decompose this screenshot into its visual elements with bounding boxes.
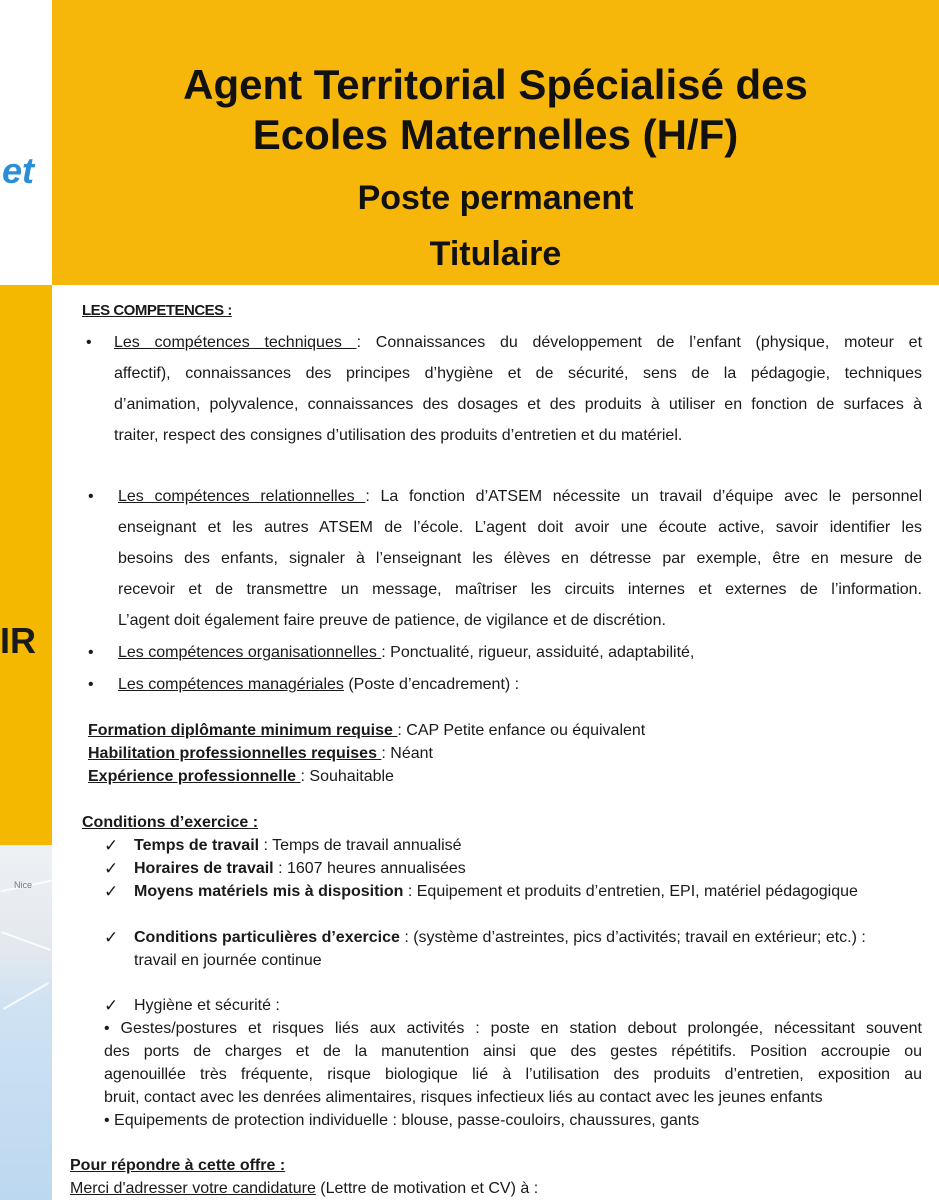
condition-value: : 1607 heures annualisées [273,860,466,877]
manageriales-label: Les compétences managériales [118,676,344,693]
check-icon: ✓ [104,882,119,901]
techniques-line-2: affectif), connaissances des principes d’hygiène et de sécurité, sens de la pédagogie, techniques [114,365,922,382]
apply-heading: Pour répondre à cette offre : [70,1157,286,1174]
bullet: • [88,676,94,693]
check-icon: ✓ [104,996,119,1015]
check-icon: ✓ [104,859,119,878]
requirement-value: : Souhaitable [300,768,394,785]
hygiene-line-1: • Gestes/postures et risques liés aux activités : poste en station debout prolongée, nécessitant souvent [104,1020,922,1037]
relationnelles-label: Les compétences relationnelles [118,488,366,505]
apply-text: (Lettre de motivation et CV) à : [315,1180,539,1197]
logo-fragment: et [2,150,35,191]
condition-label: Conditions particulières d’exercice [134,929,400,946]
hygiene-line-2: des ports de charges et de la manutention ainsi que des gestes répétitifs. Position accroupie ou [104,1043,922,1060]
side-text-fragment: IR [0,620,36,661]
relationnelles-line-3: besoins des enfants, signaler à l’enseignant les élèves en détresse par exemple, être en mesure de [118,550,922,567]
apply-label: Merci d'adresser votre candidature [70,1180,316,1197]
condition-horaires [134,858,466,880]
techniques-line-4: traiter, respect des consignes d’utilisation des produits d’entretien et du matériel. [114,427,683,444]
job-title: Agent Territorial Spécialisé des Ecoles Maternelles (H/F) [183,61,808,158]
condition-particulieres-line-2: travail en journée continue [134,952,322,969]
manageriales-line [118,674,519,696]
condition-label: Temps de travail [134,837,260,854]
map-label: Nice [14,880,33,890]
condition-value: : Equipement et produits d’entretien, EPI, matériel pédagogique [403,883,858,900]
job-contract: Titulaire [429,235,562,273]
relationnelles-line-4: recevoir et de transmettre un message, maîtriser les circuits internes et externes de l’information. [118,581,922,598]
requirement-label: Habilitation professionnelles requises [88,745,382,762]
competences-heading: LES COMPETENCES : [82,302,232,319]
check-icon: ✓ [104,928,119,947]
apply-line [70,1178,538,1200]
conditions-heading: Conditions d’exercice : [82,814,259,831]
hygiene-line-5: • Equipements de protection individuelle : blouse, passe-couloirs, chaussures, gants [104,1112,700,1129]
bullet: • [88,644,94,661]
requirement-experience [88,766,394,788]
techniques-text: : Connaissances du développement de l’enfant (physique, moteur et [356,334,923,351]
hygiene-label: Hygiène et sécurité : [134,997,280,1014]
relationnelles-line-5: L’agent doit également faire preuve de patience, de vigilance et de discrétion. [118,612,666,629]
hygiene-line-4: bruit, contact avec les denrées alimentaires, risques infectieux liés au contact avec les jeunes enfants [104,1089,823,1106]
requirement-value: : CAP Petite enfance ou équivalent [397,722,646,739]
condition-particulieres [134,927,866,949]
requirement-label: Expérience professionnelle [88,768,301,785]
techniques-line-3: d’animation, polyvalence, connaissances des dosages et des produits à utiliser en fonction de surfaces à [114,396,922,413]
requirement-value: : Néant [381,745,433,762]
hygiene-line-3: agenouillée très fréquente, risque biologique lié à l’utilisation des produits d’entretien, exposition au [104,1066,922,1083]
manageriales-text: (Poste d’encadrement) : [343,676,520,693]
relationnelles-text: : La fonction d’ATSEM nécessite un travail d’équipe avec le personnel [365,488,923,505]
job-status: Poste permanent [357,179,634,217]
condition-value: : Temps de travail annualisé [259,837,462,854]
organisationnelles-line [118,642,694,664]
condition-value: : (système d’astreintes, pics d’activités; travail en extérieur; etc.) : [399,929,866,946]
requirement-habilitation [88,743,433,765]
bullet: • [88,488,94,505]
relationnelles-line-2: enseignant et les autres ATSEM de l’école. L’agent doit avoir une écoute active, savoir identifier les [118,519,922,536]
condition-temps [134,835,462,857]
techniques-line-1 [114,332,922,354]
relationnelles-line-1 [118,486,922,508]
condition-moyens [134,881,858,903]
condition-label: Moyens matériels mis à disposition [134,883,404,900]
techniques-label: Les compétences techniques [114,334,357,351]
organisationnelles-text: : Ponctualité, rigueur, assiduité, adaptabilité, [381,644,695,661]
condition-label: Horaires de travail [134,860,274,877]
check-icon: ✓ [104,836,119,855]
bullet: • [86,334,92,351]
organisationnelles-label: Les compétences organisationnelles [118,644,382,661]
requirement-label: Formation diplômante minimum requise [88,722,398,739]
requirement-formation [88,720,645,742]
